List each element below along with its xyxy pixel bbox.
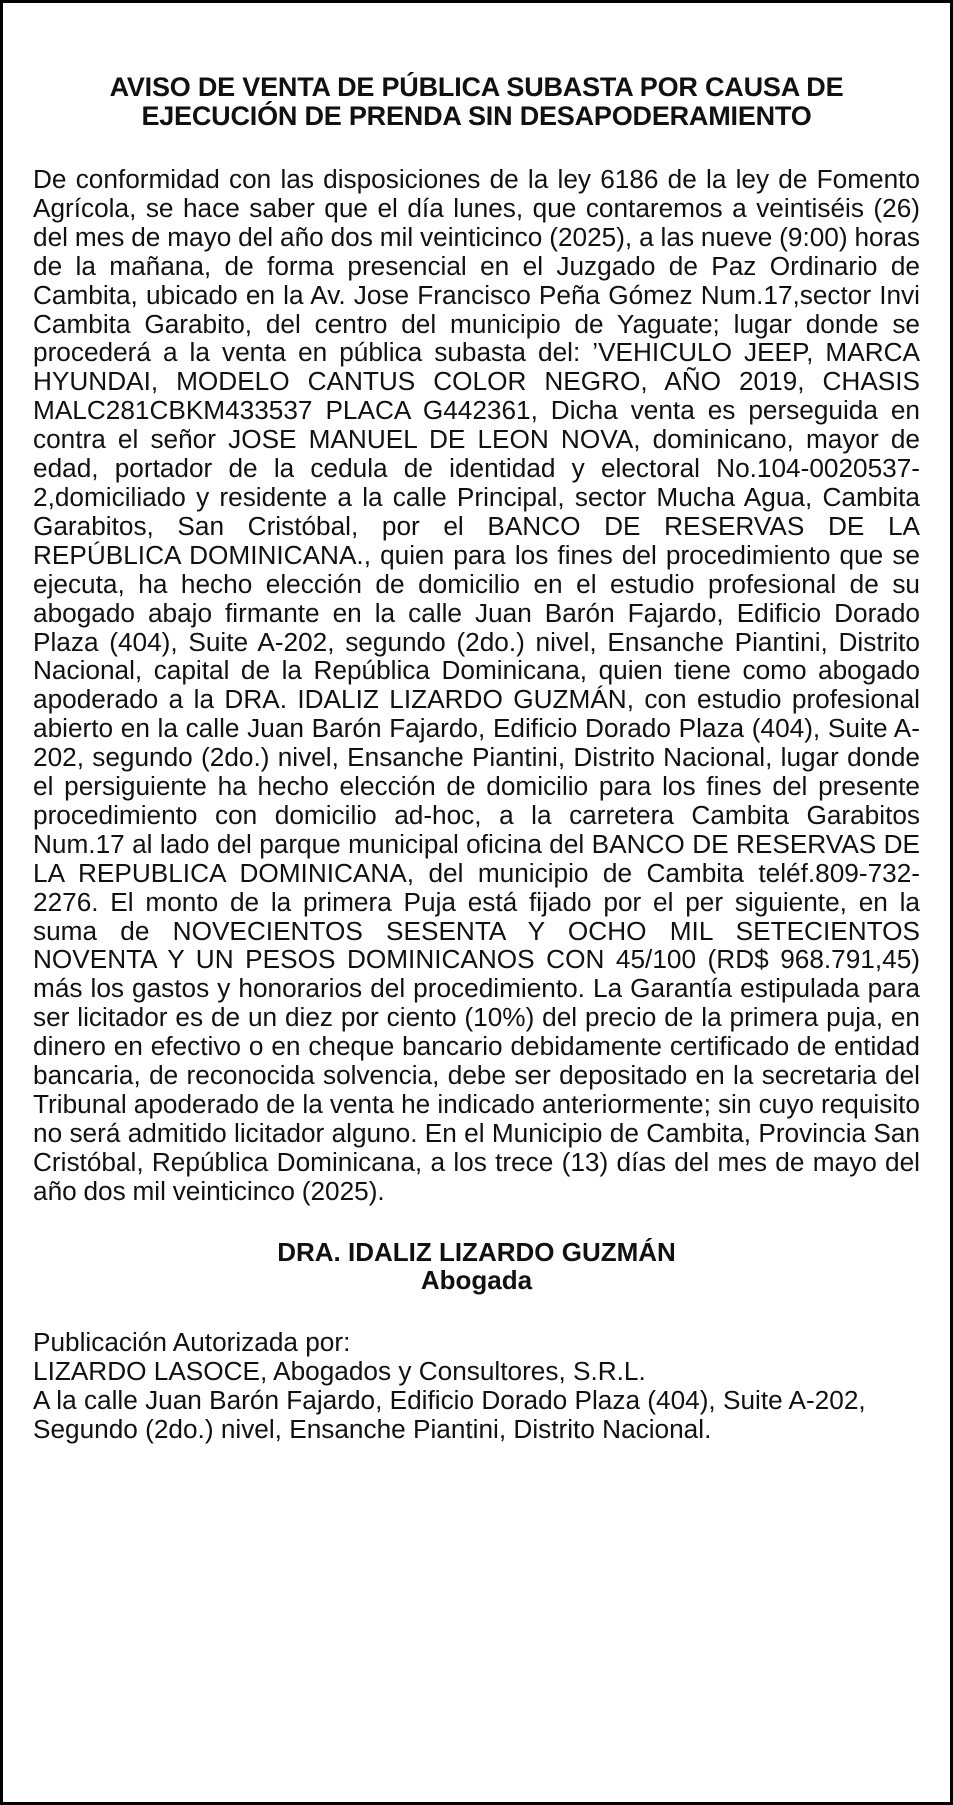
notice-body: De conformidad con las disposiciones de la ley 6186 de la ley de Fomento Agrícola, se hace saber que el día lunes, que contaremos a veintiséis (26) del mes de mayo del año dos mil veinticinco (2025), a las nueve (9:00) horas de la mañana, de forma presencial en el Juzgado de Paz Ordinario de Cambita, ubicado en la Av. Jose Francisco Peña Gómez Num.17,sector Invi Cambita Garabito, del centro del municipio de Yaguate; lugar donde se procederá a la venta en pública subasta del: ’VEHICULO JEEP, MARCA HYUNDAI, MODELO CANTUS COLOR NEGRO, AÑO 2019, CHASIS MALC281CBKM433537 PLACA G442361, Dicha venta es perseguida en contra el señor JOSE MANUEL DE LEON NOVA, dominicano, mayor de edad, portador de la cedula de identidad y electoral No.104-0020537-2,domiciliado y residente a la calle Principal, sector Mucha Agua, Cambita Garabitos, San Cristóbal, por el BANCO DE RESERVAS DE LA REPÚBLICA DOMINICANA., quien para los fines del procedimiento que se ejecuta, ha hecho elección de domicilio en el estudio profesional de su abogado abajo firmante en la calle Juan Barón Fajardo, Edificio Dorado Plaza (404), Suite A-202, segundo (2do.) nivel, Ensanche Piantini, Distrito Nacional, capital de la República Dominicana, quien tiene como abogado apoderado a la DRA. IDALIZ LIZARDO GUZMÁN, con estudio profesional abierto en la calle Juan Barón Fajardo, Edificio Dorado Plaza (404), Suite A-202, segundo (2do.) nivel, Ensanche Piantini, Distrito Nacional, lugar donde el persiguiente ha hecho elección de domicilio para los fines del presente procedimiento con domicilio ad-hoc, a la carretera Cambita Garabitos Num.17 al lado del parque municipal oficina del BANCO DE RESERVAS DE LA REPUBLICA DOMINICANA, del municipio de Cambita teléf.809-732-2276. El monto de la primera Puja está fijado por el per siguiente, en la suma de NOVECIENTOS SESENTA Y OCHO MIL SETECIENTOS NOVENTA Y UN PESOS DOMINICANOS CON 45/100 (RD$ 968.791,45) más los gastos y honorarios del procedimiento. La Garantía estipulada para ser licitador es de un diez por ciento (10%) del precio de la primera puja, en dinero en efectivo o en cheque bancario debidamente certificado de entidad bancaria, de reconocida solvencia, debe ser depositado en la secretaria del Tribunal apoderado de la venta he indicado anteriormente; sin cuyo requisito no será admitido licitador alguno. En el Municipio de Cambita, Provincia San Cristóbal, República Dominicana, a los trece (13) días del mes de mayo del año dos mil veinticinco (2025). (33, 164, 920, 1206)
publication-address: A la calle Juan Barón Fajardo, Edificio Dorado Plaza (404), Suite A-202, Segundo (2do.) nivel, Ensanche Piantini, Distrito Nacional. (33, 1384, 866, 1444)
signature-name: DRA. IDALIZ LIZARDO GUZMÁN (277, 1236, 676, 1267)
publication-credit (33, 1328, 920, 1444)
notice-title-line-1: AVISO DE VENTA DE PÚBLICA SUBASTA POR CAUSA DE (109, 72, 844, 102)
publication-firm: LIZARDO LASOCE, Abogados y Consultores, S.R.L. (33, 1355, 646, 1386)
signature-role: Abogada (420, 1264, 533, 1295)
notice-title (33, 73, 920, 131)
notice-title-line-2: EJECUCIÓN DE PRENDA SIN DESAPODERAMIENTO (141, 101, 812, 131)
signature-block (33, 1238, 920, 1294)
publication-label: Publicación Autorizada por: (33, 1326, 351, 1357)
